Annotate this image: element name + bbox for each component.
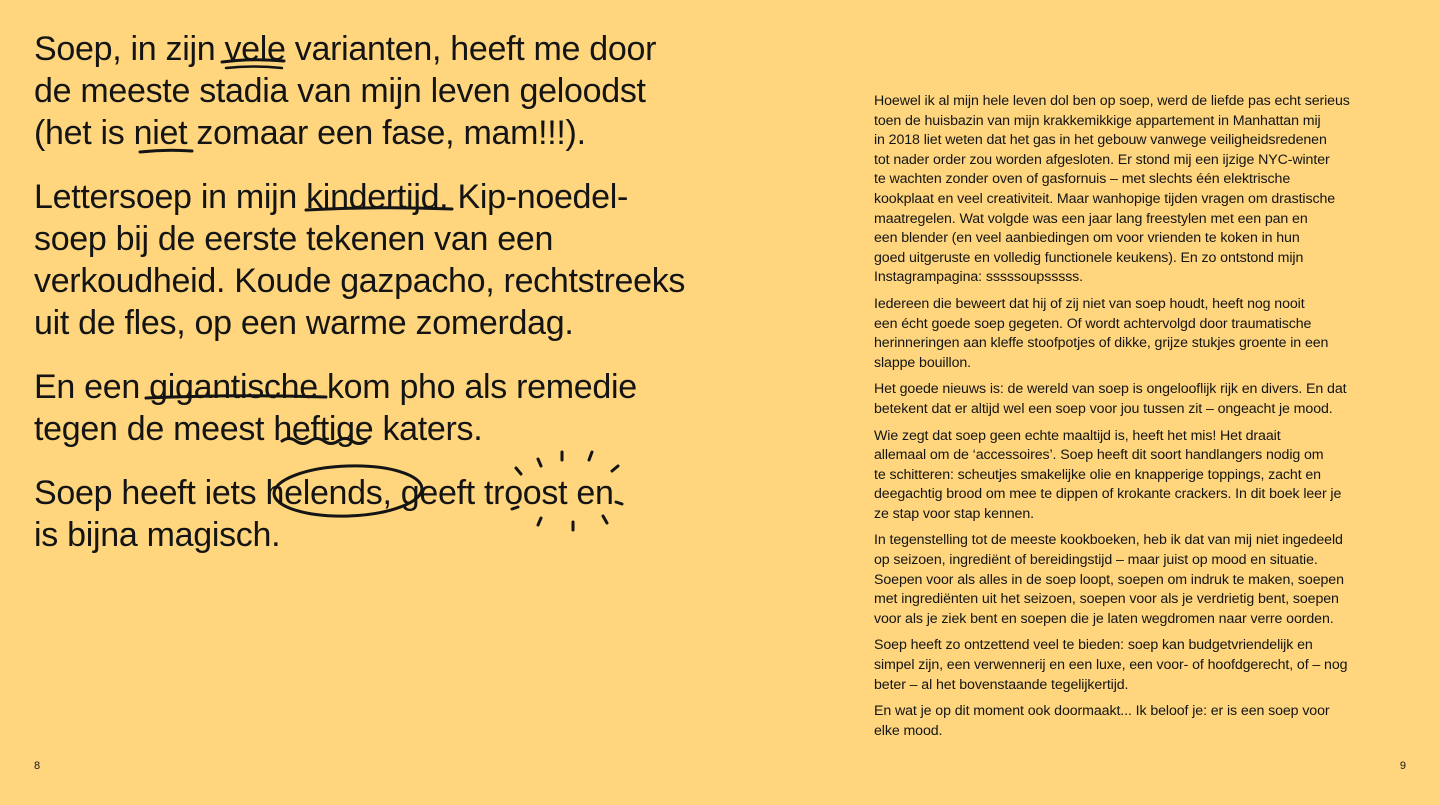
text-line: Soep, in zijn vele varianten, heeft me door [34,30,657,68]
text-line: Wie zegt dat soep geen echte maaltijd is, heeft het mis! Het draait [874,427,1281,444]
text-line: verkoudheid. Koude gazpacho, rechtstreeks [34,262,686,300]
text-line: Soep heeft zo ontzettend veel te bieden: soep kan budgetvriendelijk en [874,637,1313,654]
text-line: is bijna magisch. [34,516,281,554]
text-line: de meeste stadia van mijn leven geloodst [34,72,646,110]
text-line: met ingrediënten uit het seizoen, soepen voor als je verdrietig bent, soepen [874,591,1339,608]
left-page [34,28,734,578]
text-line: in 2018 liet weten dat het gas in het gebouw vanwege veiligheidsredenen [874,132,1327,149]
text-line: herinneringen aan kleffe stoofpotjes of dikke, grijze stukjes groente in een [874,335,1329,352]
text-line: goed uitgeruste en volledig functionele keukens). En zo ontstond mijn [874,249,1304,266]
text-line: beter – al het bovenstaande tegelijkertijd. [874,676,1129,693]
body-paragraph-3 [874,380,1414,419]
text-line: op seizoen, ingrediënt of bereidingstijd – maar juist op mood en situatie. [874,552,1318,569]
text-line: Lettersoep in mijn kindertijd. Kip-noedel- [34,178,629,216]
text-line: een blender (en veel aanbiedingen om voor vrienden te koken in hun [874,230,1300,247]
text-line: te wachten zonder oven of gasfornuis – met slechts één elektrische [874,171,1291,188]
text-line: slappe bouillon. [874,354,971,371]
text-line: deegachtig brood om mee te dippen of krokante crackers. In dit boek leer je [874,486,1342,503]
text-line: Hoewel ik al mijn hele leven dol ben op soep, werd de liefde pas echt serieus [874,93,1350,109]
text-line: allemaal om de ‘accessoires’. Soep heeft dit soort handlangers nodig om [874,447,1324,464]
text-line: elke mood. [874,722,943,739]
text-line: maatregelen. Wat volgde was een jaar lang freestylen met een pan en [874,210,1308,227]
text-line: uit de fles, op een warme zomerdag. [34,304,574,342]
right-page [874,92,1414,748]
intro-paragraph-2 [34,176,734,344]
text-line: voor als je ziek bent en soepen die je laten wegdromen naar verre oorden. [874,610,1334,627]
body-paragraph-1 [874,92,1414,288]
text-line: En wat je op dit moment ook doormaakt... Ik beloof je: er is een soep voor [874,703,1330,720]
text-line: een écht goede soep gegeten. Of wordt achtervolgd door traumatische [874,315,1312,332]
text-line: ze stap voor stap kennen. [874,505,1034,522]
text-line: Soep heeft iets helends, geeft troost en [34,474,614,512]
text-line: toen de huisbazin van mijn krakkemikkige appartement in Manhattan mij [874,112,1321,129]
text-line: Soepen voor als alles in de soep loopt, soepen om indruk te maken, soepen [874,571,1344,588]
text-line: te schitteren: scheutjes smakelijke olie en knapperige toppings, zacht en [874,466,1321,483]
text-line: Het goede nieuws is: de wereld van soep is ongelooflijk rijk en divers. En dat [874,381,1347,398]
body-paragraph-6 [874,636,1414,695]
text-line: tot nader order zou worden afgesloten. Er stond mij een ijzige NYC-winter [874,151,1330,168]
text-line: soep bij de eerste tekenen van een [34,220,554,258]
page-number-left: 8 [34,760,41,772]
text-line: Instagrampagina: sssssoupsssss. [874,269,1084,286]
text-line: betekent dat er altijd wel een soep voor jou tussen zit – ongeacht je mood. [874,400,1333,417]
intro-paragraph-3 [34,366,734,450]
body-paragraph-2 [874,295,1414,373]
text-line: simpel zijn, een verwennerij en een luxe, een voor- of hoofdgerecht, of – nog [874,657,1348,674]
page-number-right: 9 [1399,760,1406,772]
intro-paragraph-4 [34,472,734,556]
body-paragraph-4 [874,427,1414,525]
intro-paragraph-1 [34,28,734,154]
text-line: In tegenstelling tot de meeste kookboeken, heb ik dat van mij niet ingedeeld [874,532,1343,549]
body-paragraph-7 [874,702,1414,741]
text-line: (het is niet zomaar een fase, mam!!!). [34,114,586,152]
body-paragraph-5 [874,531,1414,629]
text-line: kookplaat en veel creativiteit. Maar wanhopige tijden vragen om drastische [874,190,1336,207]
text-line: tegen de meest heftige katers. [34,410,483,448]
text-line: En een gigantische kom pho als remedie [34,368,637,406]
text-line: Iedereen die beweert dat hij of zij niet van soep houdt, heeft nog nooit [874,295,1305,312]
